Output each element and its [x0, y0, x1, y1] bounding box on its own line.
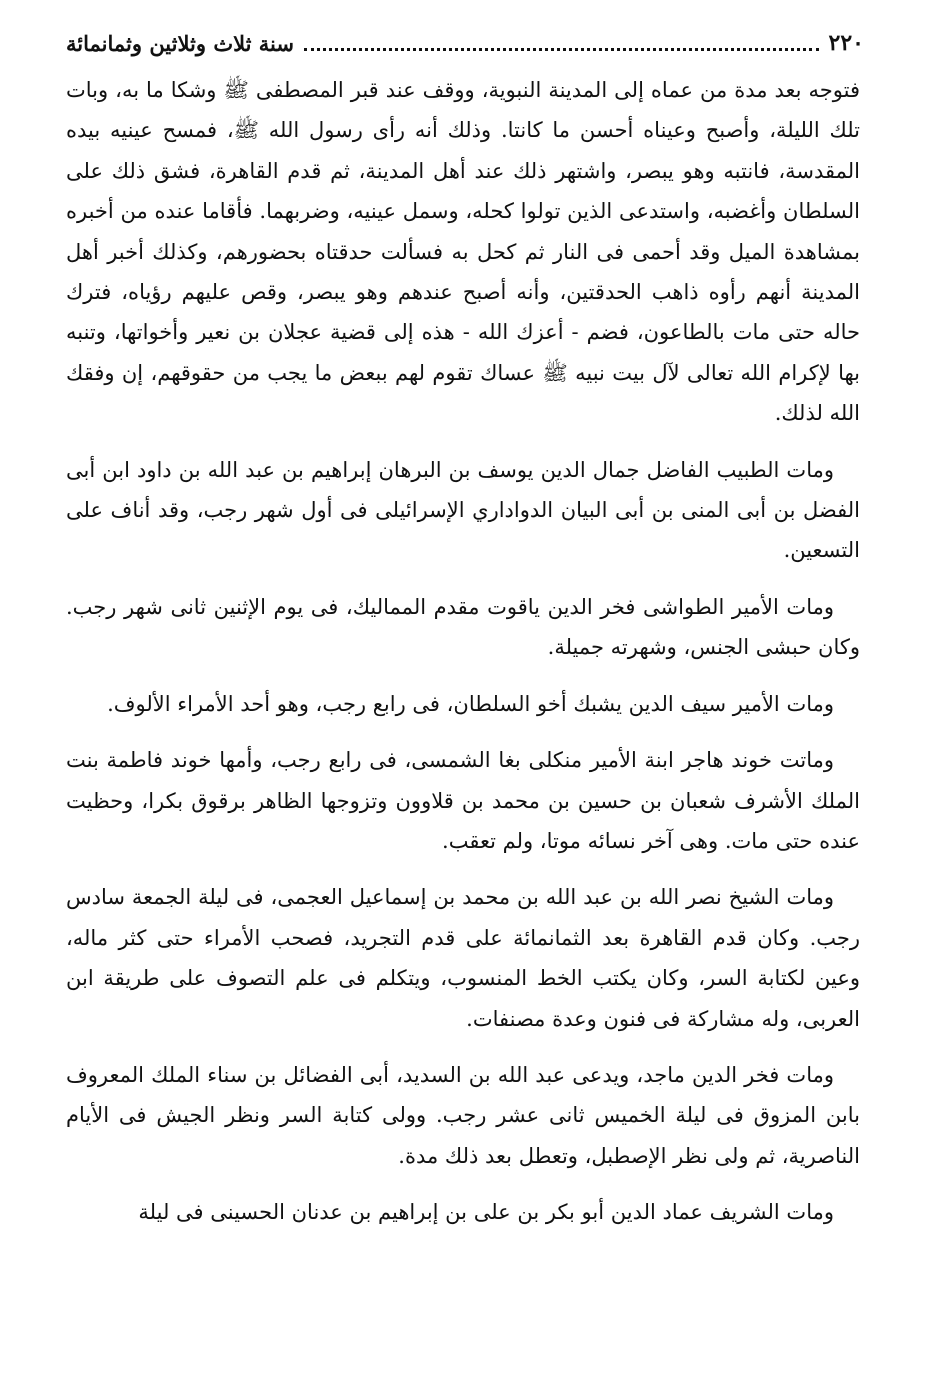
paragraph: ومات الشريف عماد الدين أبو بكر بن على بن إبراهيم بن عدنان الحسينى فى ليلة: [138, 1200, 834, 1225]
paragraph: ومات الشيخ نصر الله بن عبد الله بن محمد بن إسماعيل العجمى، فى ليلة الجمعة سادس رجب. وكان قدم القاهرة بعد الثمانمائة على قدم التجريد، فصحب الأمراء حتى كثر ماله، وعين لكتابة السر، وكان يكتب الخط المنسوب، ويتكلم فى علم التصوف على طريقة ابن العربى، وله مشاركة فى فنون وعدة مصنفات.: [66, 885, 860, 1031]
paragraph: فتوجه بعد مدة من عماه إلى المدينة النبوية، ووقف عند قبر المصطفى ﷺ وشكا ما به، وبات تلك الليلة، وأصبح وعيناه أحسن ما كانتا. وذلك أنه رأى رسول الله ﷺ، فمسح عينيه بيده المقدسة، فانتبه وهو يبصر، واشتهر ذلك عند أهل المدينة، ثم قدم القاهرة، فشق ذلك على السلطان وأغضبه، واستدعى الذين تولوا كحله، وسمل عينيه، وضربهما. فأقاما عنده من أخبره بمشاهدة الميل وقد أحمى فى النار ثم كحل به فسألت حدقتاه بحضورهم، وكذلك أخبر أهل المدينة أنهم رأوه ذاهب الحدقتين، وأنه أصبح عندهم وهو يبصر، وقص عليهم رؤياه، فترك حاله حتى مات بالطاعون، فضم - أعزك الله - هذه إلى قضية عجلان بن نعير وأخواتها، وتنبه بها لإكرام الله تعالى لآل بيت نبيه ﷺ عساك تقوم لهم ببعض ما يجب من حقوقهم، إن وفقك الله لذلك.: [66, 78, 860, 426]
paragraph: ومات فخر الدين ماجد، ويدعى عبد الله بن السديد، أبى الفضائل بن سناء الملك المعروف بابن المزوق فى ليلة الخميس ثانى عشر رجب. وولى كتابة السر ونظر الجيش فى الأيام الناصرية، ثم ولى نظر الإصطبل، وتعطل بعد ذلك مدة.: [66, 1062, 860, 1168]
running-title: سنة ثلاث وثلاثين وثمانمائة: [66, 30, 294, 56]
body-text: [66, 70, 860, 1233]
paragraph: ومات الأمير الطواشى فخر الدين ياقوت مقدم المماليك، فى يوم الإثنين ثانى شهر رجب. وكان حبشى الجنس، وشهرته جميلة.: [66, 594, 860, 660]
paragraph: وماتت خوند هاجر ابنة الأمير منكلى بغا الشمسى، فى رابع رجب، وأمها خوند فاطمة بنت الملك الأشرف شعبان بن حسين بن محمد بن قلاوون وتزوجها الظاهر برقوق بكرا، وحظيت عنده حتى مات. وهى آخر نسائه موتا، ولم تعقب.: [66, 748, 860, 853]
paragraph: ومات الأمير سيف الدين يشبك أخو السلطان، فى رابع رجب، وهو أحد الأمراء الألوف.: [107, 691, 834, 716]
paragraph: ومات الطبيب الفاضل جمال الدين يوسف بن البرهان إبراهيم بن عبد الله بن داود ابن أبى الفضل بن أبى المنى بن أبى البيان الدواداري الإسرائيلى فى أول شهر رجب، وقد أناف على التسعين.: [66, 457, 860, 563]
page-number: ٢٢٠: [828, 30, 864, 56]
header-dot-leader: [304, 48, 819, 51]
page-header: [66, 26, 864, 60]
